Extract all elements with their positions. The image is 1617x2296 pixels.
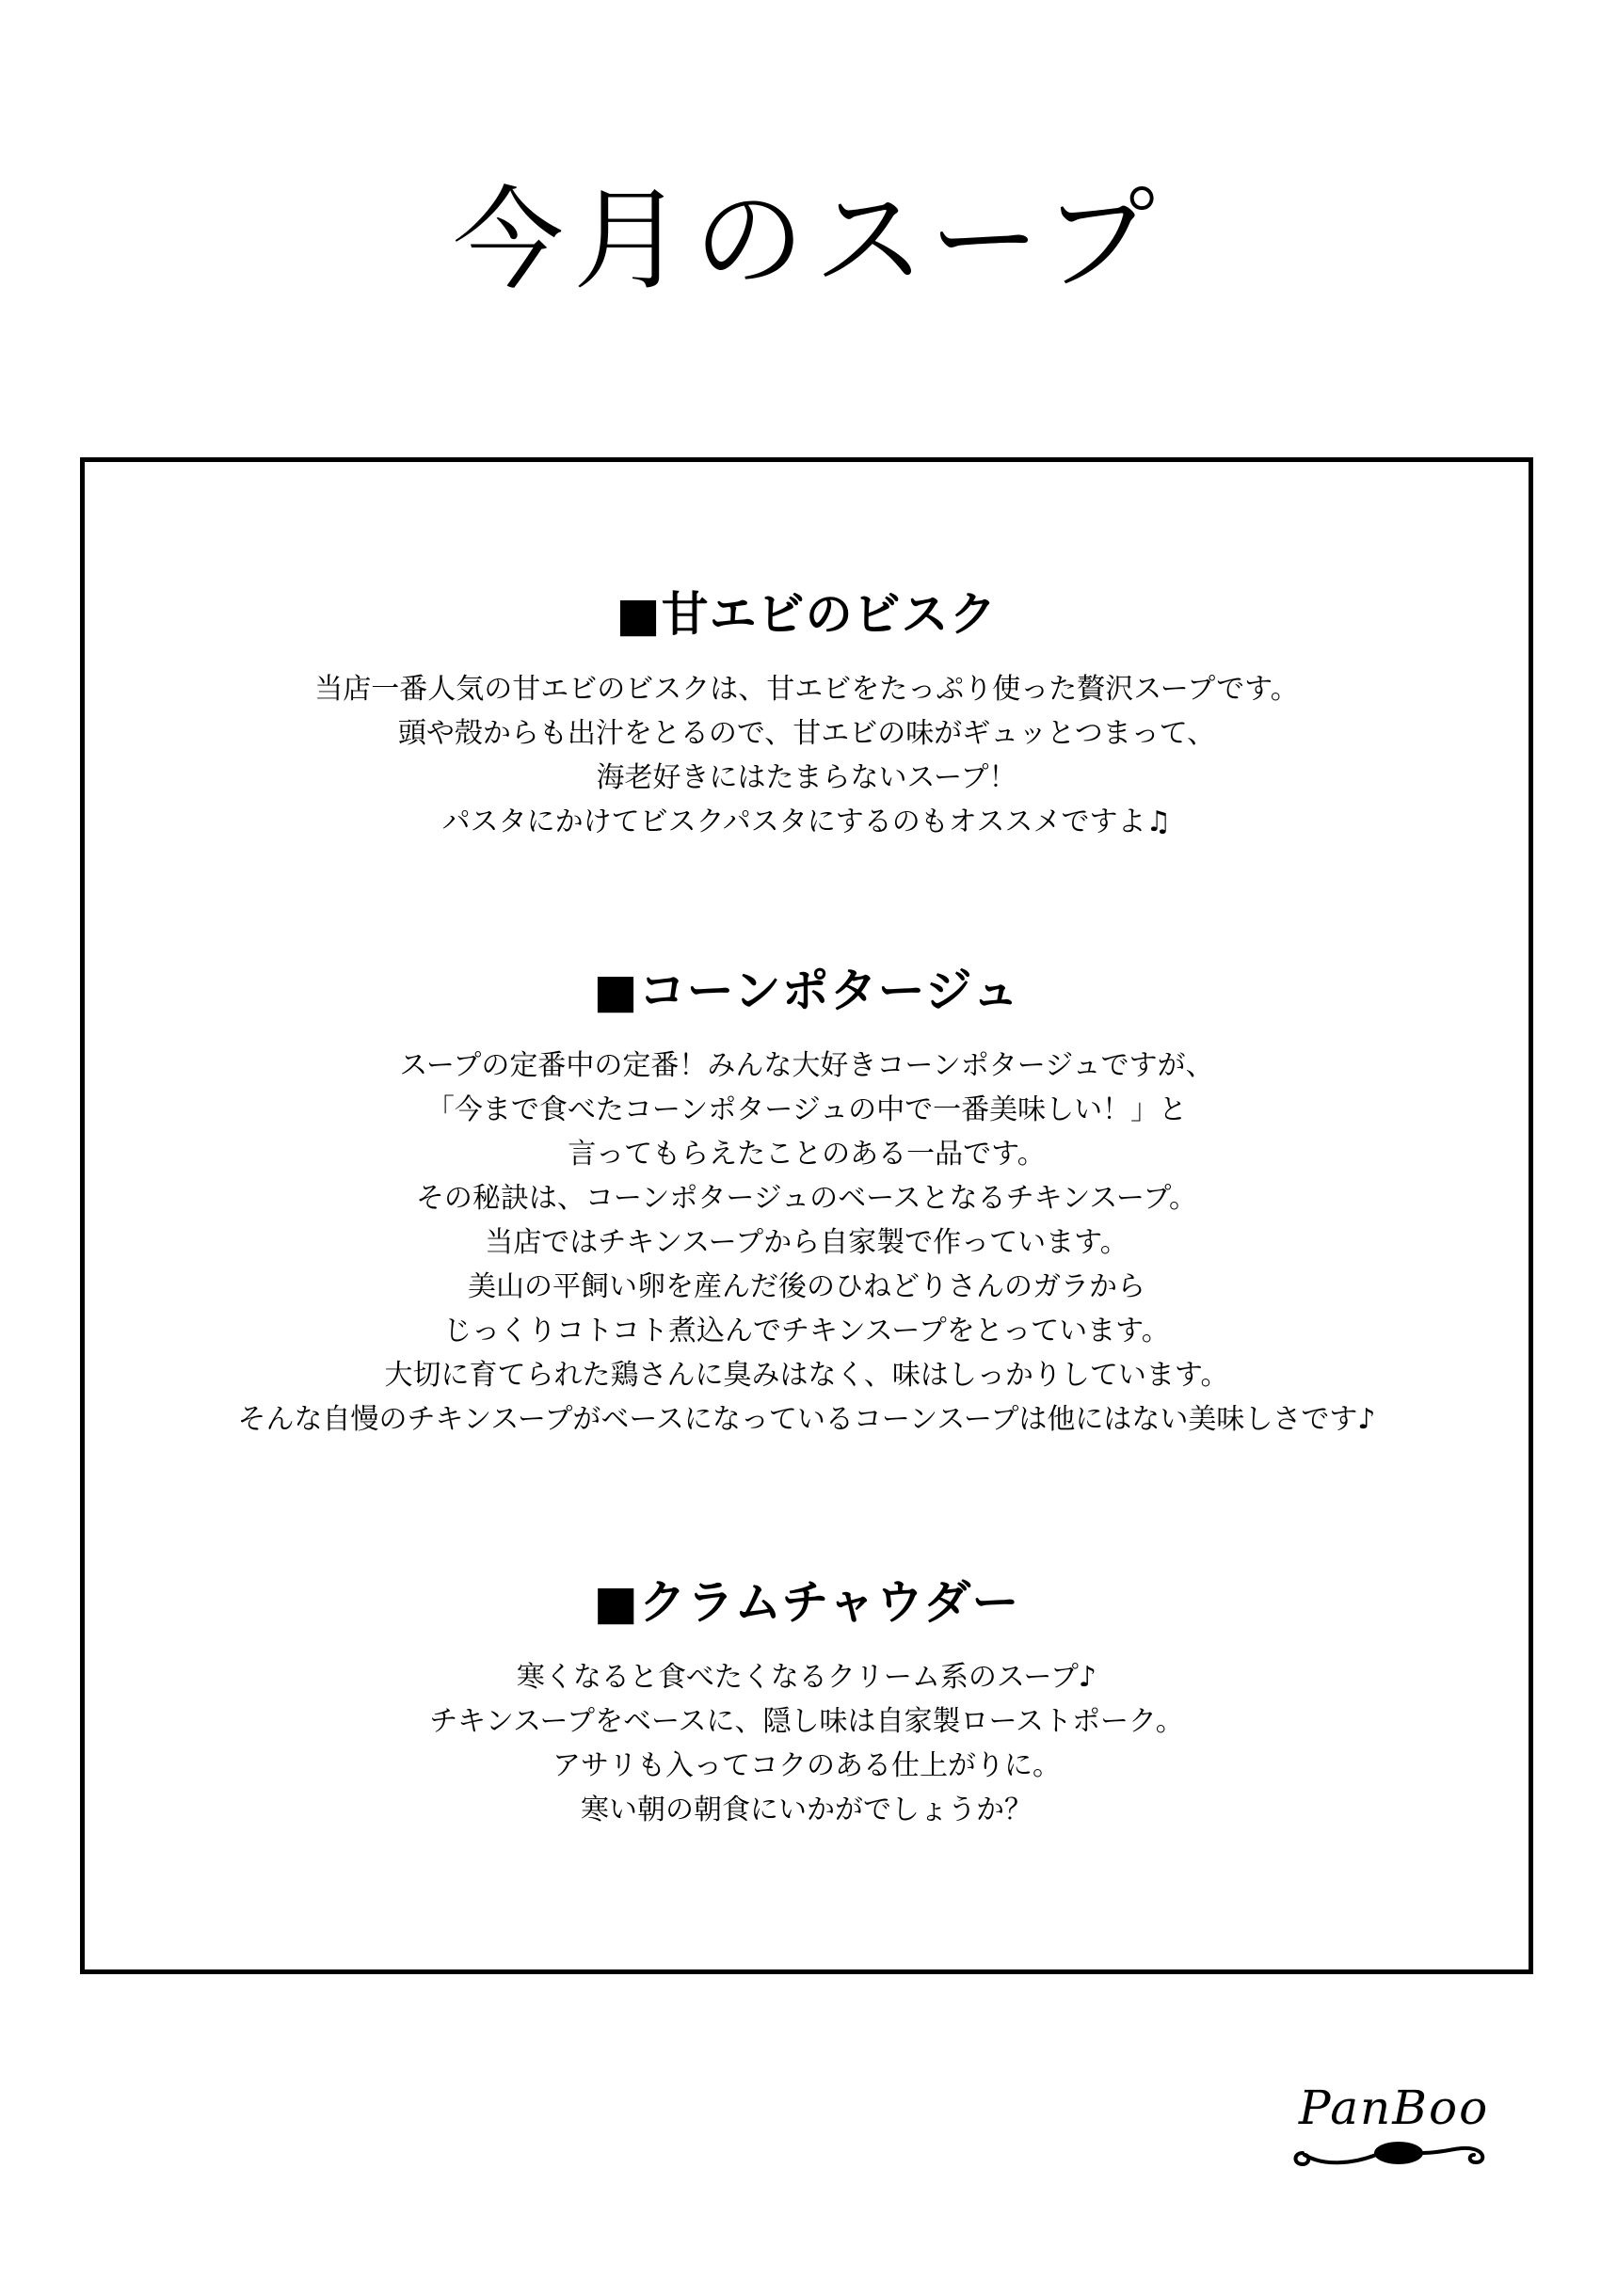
description-line: そんな自慢のチキンスープがベースになっているコーンスープは他にはない美味しさです♪ [237, 1403, 1376, 1436]
description-line: 「今まで食べたコーンポタージュの中で一番美味しい！」と [425, 1093, 1188, 1126]
description-line: アサリも入ってコクのある仕上がりに。 [552, 1749, 1061, 1782]
description-line: チキンスープをベースに、隠し味は自家製ローストポーク。 [429, 1705, 1184, 1738]
description-line: じっくりコトコト煮込んでチキンスープをとっています。 [443, 1315, 1170, 1347]
description-line: 寒い朝の朝食にいかがでしょうか？ [581, 1794, 1033, 1826]
section-heading: ■甘エビのビスク [616, 587, 998, 642]
description-line: その秘訣は、コーンポタージュのベースとなるチキンスープ。 [415, 1182, 1198, 1215]
description-line: 美山の平飼い卵を産んだ後のひねどりさんのガラから [468, 1270, 1145, 1303]
description-line: 言ってもらえたことのある一品です。 [568, 1138, 1046, 1171]
description-line: 海老好きにはたまらないスープ！ [596, 761, 1017, 794]
logo-text: PanBoo [1298, 2081, 1490, 2135]
page-title: 今月のスープ [452, 175, 1165, 305]
spoon-swirl-icon [1286, 2132, 1502, 2170]
description-line: 当店一番人気の甘エビのビスクは、甘エビをたっぷり使った贅沢スープです。 [314, 673, 1299, 706]
soup-menu-box [80, 457, 1533, 1974]
section-heading: ■クラムチャウダー [593, 1575, 1020, 1630]
soup-section-clam-chowder [85, 1572, 1529, 1832]
description-line: スープの定番中の定番！みんな大好きコーンポタージュですが、 [399, 1049, 1214, 1082]
description-line: 寒くなると食べたくなるクリーム系のスープ♪ [516, 1661, 1097, 1694]
description-line: 大切に育てられた鶏さんに臭みはなく、味はしっかりしています。 [384, 1359, 1229, 1392]
soup-section-bisque [85, 584, 1529, 844]
description-line: パスタにかけてビスクパスタにするのもオススメですよ♫ [441, 805, 1172, 838]
section-heading: ■コーンポタージュ [593, 964, 1020, 1018]
section-description [85, 667, 1529, 844]
section-description [85, 1655, 1529, 1832]
panboo-logo [1286, 2080, 1502, 2170]
description-line: 当店ではチキンスープから自家製で作っています。 [485, 1226, 1129, 1259]
section-description [85, 1044, 1529, 1442]
soup-section-corn-potage [85, 961, 1529, 1442]
description-line: 頭や殻からも出汁をとるので、甘エビの味がギュッとつまって、 [397, 717, 1216, 750]
